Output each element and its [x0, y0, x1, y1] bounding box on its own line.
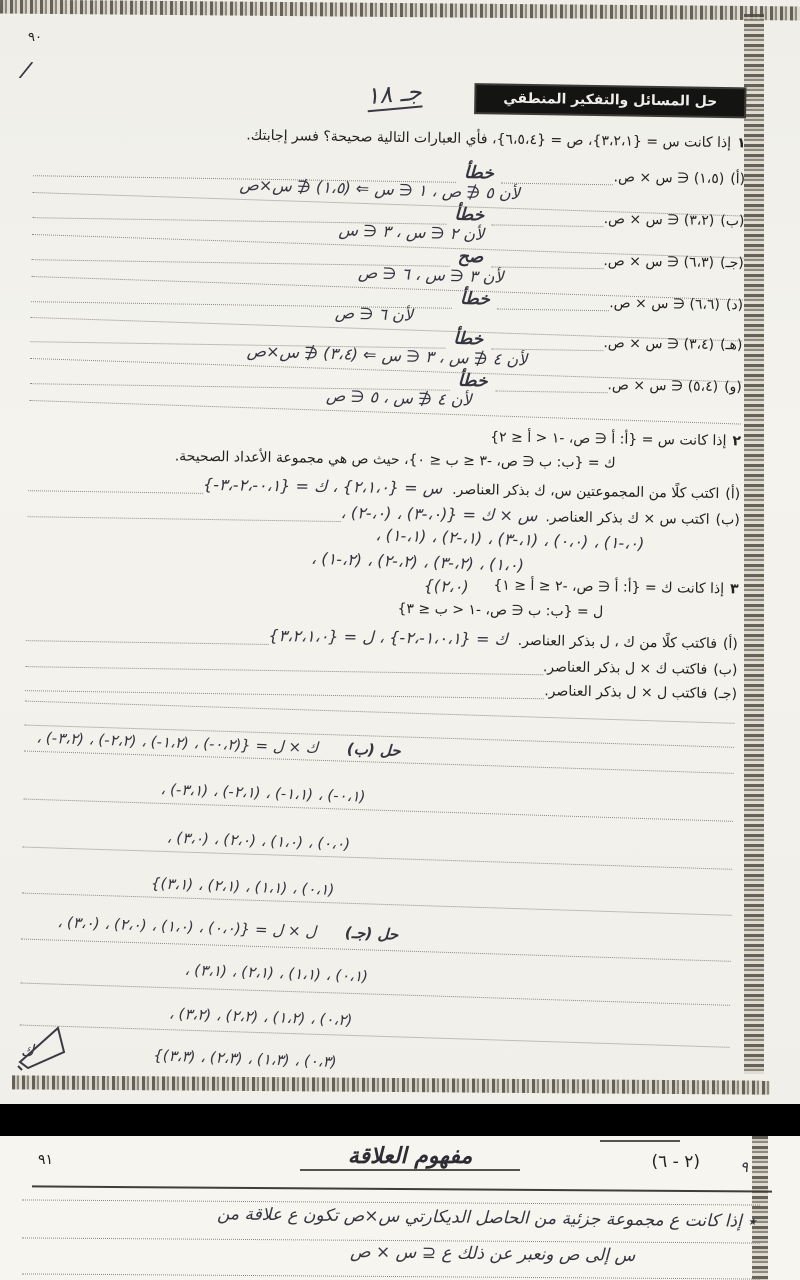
dotted-leader: [495, 373, 607, 393]
top-scan-border: [0, 0, 800, 20]
solution-b-label: حل (ب): [347, 739, 402, 760]
title-overbar: [600, 1140, 680, 1142]
margin-digit: ٩: [739, 1158, 748, 1176]
scan-separator-band: [0, 1104, 800, 1136]
q1-number: ١: [736, 135, 746, 152]
item-reason-handwritten: لأن ٥ ∉ ص ، ١ ∈ س ⇐ (١،٥) ∉ س×ص: [239, 174, 521, 204]
page-number-91: ٩١: [38, 1152, 54, 1168]
solution-b-line1: ك × ل = {(٠،٢-) ، (١،٢-) ، (٢،٢-) ، (٣،٢-) ،: [36, 728, 319, 757]
q3-line1: إذا كانت ك = {أ: أ ∈ ص، -٢ ≤ أ ≤ ١}: [493, 577, 725, 598]
item-answer-handwritten: خطأ: [453, 204, 485, 226]
handwritten-exercise-ref: جـ ١٨: [365, 77, 423, 111]
item-statement: (٣،٢) ∈ س × ص.: [603, 211, 715, 229]
section-number: (٢ - ٦): [651, 1152, 700, 1172]
dotted-ruling-line: [25, 701, 735, 724]
right-scan-border: [744, 14, 764, 1074]
dotted-ruling-line: [20, 983, 730, 1006]
item-label: (جـ): [719, 254, 744, 272]
part-text: اكتب س × ك بذكر العناصر.: [545, 509, 710, 528]
solution-b-block: [36, 729, 401, 760]
item-label: (و): [724, 379, 742, 396]
workbook-page-91: [0, 1136, 800, 1280]
item-answer-handwritten: صح: [457, 246, 484, 268]
part-text: فاكتب كلًا من ك ، ل بذكر العناصر.: [517, 632, 718, 652]
solution-c-line3: (٠،٢) ، (١،٢) ، (٢،٢) ، (٣،٢) ،: [168, 1004, 353, 1030]
dotted-leader: [501, 165, 613, 185]
cartesian-answer-line4: (٢،٠)}: [423, 575, 469, 597]
item-answer-handwritten: خطأ: [457, 370, 488, 392]
item-label: (أ): [730, 171, 746, 188]
dotted-rule: [22, 1273, 760, 1279]
item-reason-handwritten: لأن ٢ ∈ س ، ٣ ∈ س: [338, 220, 485, 244]
item-reason-handwritten: لأن ٤ ∉ س ، ٣ ∈ س ⇐ (٣،٤) ∉ س×ص: [246, 341, 528, 370]
q3-number: ٣: [729, 581, 739, 598]
item-answer-handwritten: خطأ: [463, 162, 494, 184]
solution-c-label: حل (جـ): [344, 923, 399, 944]
pen-slash-mark: /: [19, 57, 32, 84]
item-label: (هـ): [719, 337, 743, 354]
dotted-leader: [26, 623, 269, 645]
dotted-leader: [28, 473, 203, 494]
cartesian-answer-line1: س × ك = {(٠،-٣) ، (٠،-٢) ،: [340, 503, 538, 526]
q2-part-a-row: [28, 472, 740, 502]
part-text: اكتب كلًا من المجموعتين س، ك بذكر العناصر.: [452, 481, 720, 503]
q2-line1: إذا كانت س = {أ: أ ∈ ص، -١ < أ ≤ ٢}: [490, 429, 727, 450]
part-text: فاكتب ل × ل بذكر العناصر.: [544, 682, 708, 702]
flag-doodle-icon: [14, 1022, 74, 1074]
page-number-90: ٩٠: [28, 30, 42, 45]
item-statement: (٦،٣) ∈ س × ص.: [603, 253, 715, 271]
part-label: (ب): [713, 661, 738, 678]
q3-part-c-row: [25, 672, 737, 702]
dotted-leader: [25, 672, 545, 699]
part-a-answer-handwritten: ك = {١،٠،١-،٢-} ، ل = {٣،٢،١،٠}: [268, 625, 508, 649]
q2-number: ٢: [732, 433, 742, 450]
item-reason-handwritten: لأن ٦ ∈ ص: [334, 303, 414, 325]
dotted-leader: [491, 249, 603, 269]
q2-line2: ك = {ب: ب ∈ ص، -٣ ≤ ب ≤ ٠}، حيث ص هي مجموعة الأعداد الصحيحة.: [174, 448, 616, 472]
part-label: (أ): [722, 636, 738, 653]
page2-title: مفهوم العلاقة: [300, 1144, 520, 1171]
right-scan-border: [752, 1136, 768, 1280]
part-a-answer-handwritten: س = {٢،١،٠} ، ك = {٠،١-،٢-،٣-}: [202, 474, 443, 498]
doodle-letter: ك: [20, 1041, 34, 1060]
dotted-leader: [491, 331, 603, 351]
grader-flag-doodle: [14, 1022, 74, 1074]
solution-c-block: [57, 913, 398, 943]
part-label: (جـ): [713, 685, 738, 702]
dotted-rule: [22, 1199, 760, 1205]
note-line2-handwritten: س إلى ص ونعبر عن ذلك ع ⊆ س × ص: [349, 1242, 636, 1266]
solution-c-line2: (٠،١) ، (١،١) ، (٢،١) ، (٣،١) ،: [183, 960, 368, 986]
q3-part-a-row: [26, 622, 738, 652]
solution-b-line4: (٠،١) ، (١،١) ، (٢،١) ، (٣،١)}: [150, 874, 335, 899]
part-label: (أ): [725, 486, 741, 503]
dotted-leader: [492, 207, 604, 227]
q2-line1-row: [29, 422, 741, 449]
item-statement: (٦،٦) ∈ س × ص.: [609, 295, 721, 314]
q2-part-b-row: [28, 498, 740, 528]
note-line1-handwritten: ٭ إذا كانت ع مجموعة جزئية من الحاصل الديكارتي س×ص تكون ع علاقة من: [216, 1204, 757, 1232]
q1-question-row: [34, 124, 746, 151]
cartesian-answer-line3: (١،٠) ، (٢،-٣) ، (٢،-٢) ، (٢،-١) ،: [310, 548, 525, 575]
lesson-banner-title: حل المسائل والتفكير المنطقي: [476, 85, 744, 116]
solution-b-line3: (٠،٠) ، (١،٠) ، (٢،٠) ، (٣،٠) ،: [165, 828, 350, 854]
item-answer-handwritten: خطأ: [453, 328, 484, 350]
dotted-ruling-line: [23, 799, 733, 822]
dotted-leader: [28, 499, 341, 523]
bottom-scan-border: [12, 1075, 770, 1094]
item-statement: (٣،٤) ∈ س × ص.: [603, 335, 715, 353]
solution-c-line4: (٠،٣) ، (١،٣) ، (٢،٣) ، (٣،٣)}: [152, 1046, 337, 1071]
cartesian-answer-line2: (٠،-١) ، (٠،٠) ، (١،-٣) ، (١،-٢) ، (١،-١) ،: [375, 525, 645, 554]
part-label: (ب): [715, 511, 740, 529]
solution-c-line1: ل × ل = {(٠،٠) ، (١،٠) ، (٢،٠) ، (٣،٠) ،: [56, 913, 317, 941]
q3-line2: ل = {ب: ب ∈ ص، -١ < ب ≤ ٣}: [397, 600, 604, 621]
dotted-ruling-line: [22, 893, 732, 916]
dotted-leader: [25, 648, 543, 675]
item-reason-handwritten: لأن ٤ ∉ س ، ٥ ∈ ص: [325, 385, 472, 410]
dotted-ruling-line: [20, 1025, 730, 1048]
q3-line1-row: [27, 570, 739, 597]
header-rule: [32, 1185, 772, 1192]
item-label: (ب): [720, 212, 745, 230]
item-statement: (٥،٤) ∈ س × ص.: [607, 377, 719, 395]
part-text: فاكتب ك × ل بذكر العناصر.: [542, 658, 708, 678]
item-answer-handwritten: خطأ: [459, 288, 490, 310]
item-reason-handwritten: لأن ٣ ∈ س ، ٦ ∈ ص: [357, 262, 504, 287]
item-label: (د): [725, 297, 744, 314]
solution-b-line2: (٠،١-) ، (١،١-) ، (٢،١-) ، (٣،١-) ،: [160, 780, 366, 806]
q1-question-text: إذا كانت س = {٣،٢،١}، ص = {٦،٥،٤}، فأي العبارات التالية صحيحة؟ فسر إجابتك.: [246, 127, 732, 152]
dotted-ruling-line: [23, 847, 733, 870]
item-statement: (١،٥) ∈ س × ص.: [613, 169, 725, 188]
